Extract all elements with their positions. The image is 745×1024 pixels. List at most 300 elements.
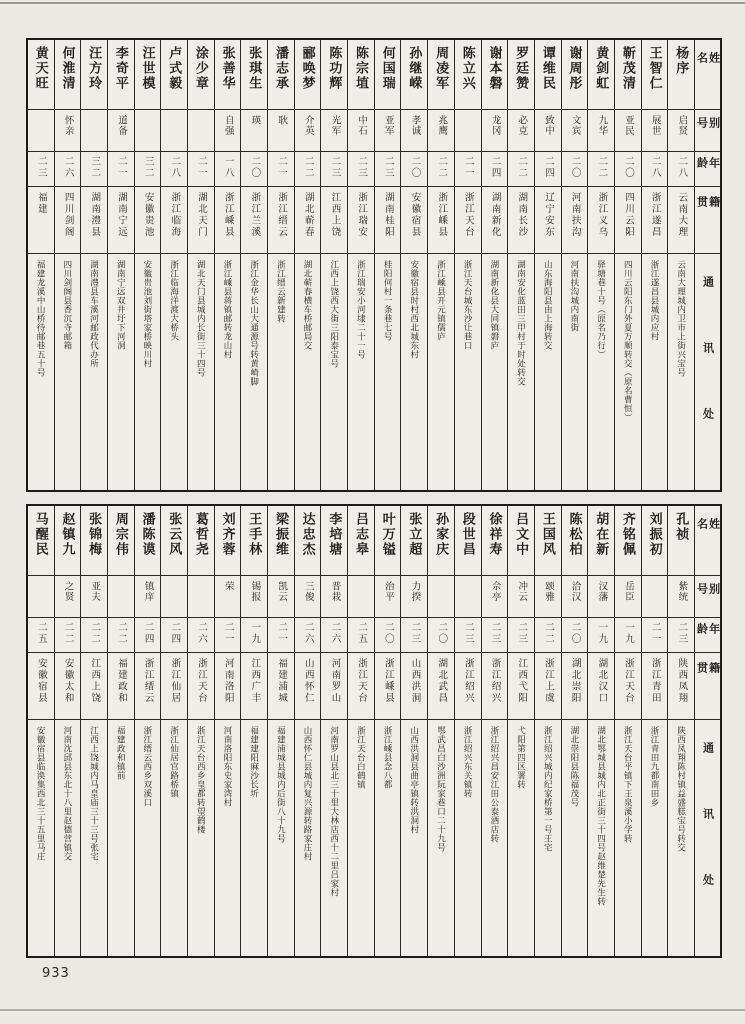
label-age-text: 年龄 [695,157,720,174]
person-name [562,506,588,576]
person-age [108,618,134,653]
person-address [161,254,187,490]
person-origin-text: 湖北崇阳 [569,658,580,704]
person-origin-text: 浙江上虞 [542,658,553,704]
person-origin [428,653,454,720]
person-alias [215,110,241,152]
person-address [668,254,694,490]
person-alias [535,576,561,618]
person-name [615,40,641,110]
person-address-text: 四川剑阁县香沉寺邮箱 [62,260,73,350]
person-column [240,506,267,956]
person-alias-text: 道备 [115,115,126,136]
person-address-text: 云南大理城内卫市上街兴宝号 [676,260,687,377]
person-column [54,40,81,490]
person-alias-text: 亚夫 [89,581,100,602]
person-name [268,40,294,110]
person-address-text: 浙江天台城东沙让巷口 [463,260,474,350]
person-age [241,152,267,187]
person-age [135,152,161,187]
person-age-text: 二二 [436,156,447,179]
person-age-text: 三二 [142,156,153,179]
person-alias-text: 汉藩 [596,581,607,602]
person-origin-text: 山西洪洞 [409,658,420,704]
person-address-text: 山西洪洞县曲亭镇转洪洞村 [409,726,420,834]
person-address [188,254,214,490]
person-origin [615,187,641,254]
person-alias-text: 三俊 [302,581,313,602]
person-alias [562,576,588,618]
person-name [295,506,321,576]
person-column [320,40,347,490]
person-age [215,618,241,653]
person-alias-text: 光军 [329,115,340,136]
person-age [588,152,614,187]
label-name [695,506,720,576]
person-address-text: 浙江嵊县念八都 [383,726,394,789]
person-name [482,506,508,576]
person-age [321,152,347,187]
person-column [427,40,454,490]
person-name [135,40,161,110]
person-alias [668,110,694,152]
person-name [401,506,427,576]
person-origin-text: 湖北汉口 [596,658,607,704]
person-alias-text: 亚军 [382,115,393,136]
person-name-text: 葛哲尧 [193,512,209,557]
person-origin [135,653,161,720]
person-alias [348,110,374,152]
person-address [348,720,374,956]
person-origin-text: 江西弋阳 [516,658,527,704]
person-age [215,152,241,187]
person-alias-text: 凯云 [276,581,287,602]
label-age-text: 年龄 [695,623,720,640]
person-origin-text: 江西上饶 [89,658,100,704]
person-origin-text: 湖南新化 [489,192,500,238]
person-alias [215,576,241,618]
person-address [535,720,561,956]
person-alias [295,576,321,618]
person-address-text: 湖南澧县车溪河邮政代办所 [89,260,100,368]
person-name-text: 陈立兴 [460,46,476,91]
person-age-text: 二八 [649,156,660,179]
person-origin-text: 安徽贵池 [142,192,153,238]
person-origin [482,187,508,254]
person-alias [161,576,187,618]
person-alias [375,110,401,152]
person-origin-text: 浙江天台 [462,192,473,238]
person-name-text: 孙家庆 [434,512,450,557]
person-name-text: 达忠杰 [300,512,316,557]
person-address [428,720,454,956]
person-column [160,506,187,956]
person-age-text: 二四 [489,156,500,179]
person-alias [455,576,481,618]
person-name [535,506,561,576]
person-age-text: 二二 [542,622,553,645]
person-address-text: 河南罗山县北三十里大林店西十二里吕家村 [329,726,340,897]
person-address [81,720,107,956]
person-alias [28,576,54,618]
person-address [562,254,588,490]
person-alias [81,576,107,618]
person-address-text: 江西上饶城内马皇庙三十三号张宅 [89,726,100,861]
person-name [188,40,214,110]
person-alias-text: 必克 [516,115,527,136]
person-address-text: 江西上饶西大街三阳泰宝号 [329,260,340,368]
person-origin [401,187,427,254]
person-origin-text: 四川剑阁 [62,192,73,238]
person-age [348,152,374,187]
person-age [28,618,54,653]
person-age [108,152,134,187]
person-name-text: 陈宗埴 [354,46,370,91]
person-name-text: 李奇平 [113,46,129,91]
person-age [428,152,454,187]
label-alias-text: 别号 [695,583,720,604]
person-origin-text: 浙江天台 [356,658,367,704]
person-name-text: 胡在新 [594,512,610,557]
person-origin [642,187,668,254]
person-address [268,720,294,956]
person-name-text: 王国风 [540,512,556,557]
person-age-text: 二四 [142,622,153,645]
label-address [695,720,720,956]
person-alias-text: 兆鹰 [436,115,447,136]
person-origin [108,653,134,720]
person-age-text: 二二 [115,622,126,645]
person-alias-text: 佘亭 [489,581,500,602]
person-origin-text: 浙江天台 [196,658,206,704]
person-address [81,254,107,490]
person-origin-text: 湖南长沙 [516,192,527,238]
person-alias-text: 之贤 [62,581,73,602]
person-age-text: 二六 [329,622,340,645]
person-origin [215,653,241,720]
person-alias [401,576,427,618]
person-alias-text: 锡报 [249,581,260,602]
person-name [348,506,374,576]
person-column [614,506,641,956]
person-address-text: 福建浦城县城内后街八十九号 [276,726,287,843]
label-name-text: 姓名 [695,518,720,553]
person-address [215,720,241,956]
person-age [482,618,508,653]
person-age-text: 二〇 [436,622,447,645]
person-name [401,40,427,110]
person-alias [295,110,321,152]
person-address-text: 浙江临海洋渡大桥头 [169,260,180,341]
person-address-text: 弋阳第四区署转 [516,726,527,789]
person-column [80,40,107,490]
person-name-text: 张琪生 [247,46,263,91]
person-column [481,40,508,490]
person-alias [535,110,561,152]
person-address-text: 湖南安化蓝田三甲村于时处转交 [516,260,527,386]
person-origin [668,653,694,720]
person-column [267,506,294,956]
person-age [295,152,321,187]
person-address [375,720,401,956]
person-name-text: 靳茂清 [620,46,636,91]
person-age [615,152,641,187]
person-alias [268,110,294,152]
person-name-text: 卢式毅 [167,46,183,91]
person-alias [321,576,347,618]
person-address [562,720,588,956]
person-age [401,152,427,187]
person-name-text: 汪世模 [140,46,156,91]
person-address-text: 福建龙溪中山桥待邮巷五十号 [36,260,47,377]
row-labels-column [694,506,720,956]
person-origin [401,653,427,720]
person-age [375,618,401,653]
person-alias [642,576,668,618]
person-alias-text: 瑛 [249,115,260,126]
person-alias [348,576,374,618]
person-name-text: 梁振维 [273,512,289,557]
person-origin-text: 江西广丰 [249,658,260,704]
person-name [375,40,401,110]
person-alias-text: 镇庠 [142,581,153,602]
person-address-text: 山西怀仁县城内复兴源转路家庄村 [303,726,314,861]
person-address-text: 安徽贵池刘街塔家桥映川村 [142,260,153,368]
person-name-text: 孙继嵘 [407,46,423,91]
person-age-text: 二一 [276,622,287,645]
person-name [295,40,321,110]
person-age-text: 二八 [676,156,687,179]
person-address-text: 桂阳何村一条巷七号 [383,260,394,341]
person-address [588,720,614,956]
person-column [107,40,134,490]
person-name [241,506,267,576]
person-origin-text: 浙江缙云 [142,658,153,704]
person-column [107,506,134,956]
person-name [55,506,81,576]
person-alias-text: 启贤 [676,115,687,136]
person-column [214,40,241,490]
person-origin-text: 安徽宿县 [409,192,420,238]
person-column [641,506,668,956]
person-alias [642,110,668,152]
person-alias [428,110,454,152]
person-column [427,506,454,956]
directory-table-bottom [26,504,722,958]
person-name [642,40,668,110]
person-alias [241,576,267,618]
person-address-text: 浙江天台西乡皇都转望鹤楼 [196,726,207,834]
person-alias-text: 介英 [302,115,313,136]
person-origin-text: 河南洛阳 [222,658,233,704]
label-alias [695,110,720,152]
person-address [135,720,161,956]
person-address [455,254,481,490]
person-name [508,506,534,576]
person-name [28,40,54,110]
person-origin [535,653,561,720]
person-address [161,720,187,956]
person-address [295,720,321,956]
person-origin-text: 湖北武昌 [436,658,447,704]
person-address-text: 驿塘巷十号（原名乃行） [596,260,607,359]
person-origin-text: 浙江嵊县 [436,192,447,238]
person-age [428,618,454,653]
person-name [615,506,641,576]
person-alias-text: 紫统 [676,581,687,602]
person-name-text: 潘志承 [273,46,289,91]
person-address-text: 湖北天门县城内长街三十四号 [196,260,207,377]
person-alias-text: 怀亲 [62,115,73,136]
person-name [215,40,241,110]
person-address-text: 浙江绍兴昌安江田公泰酒店转 [489,726,500,843]
person-name-text: 张云风 [167,512,183,557]
person-origin-text: 浙江瑞安 [356,192,367,238]
person-address-text: 湖北蕲春横车桥邮局交 [303,260,314,350]
person-age-text: 二一 [276,156,287,179]
person-name [455,40,481,110]
person-address [28,720,54,956]
person-name [508,40,534,110]
person-column [507,40,534,490]
person-origin [668,187,694,254]
person-name [642,506,668,576]
person-name [562,40,588,110]
person-age-text: 二三 [382,156,393,179]
person-address-text: 山东海阳县由上海转交 [543,260,554,350]
person-address-text: 安徽宿县临涣集西北三十五里马庄 [36,726,47,861]
person-origin [55,187,81,254]
person-origin-text: 云南大理 [676,192,687,238]
person-name-text: 谢周彤 [567,46,583,91]
person-column [481,506,508,956]
person-alias [508,576,534,618]
person-age [321,618,347,653]
person-alias [428,576,454,618]
person-name-text: 张锦梅 [87,512,103,557]
person-alias [588,110,614,152]
person-origin [268,187,294,254]
person-origin [482,653,508,720]
person-column [80,506,107,956]
person-name [55,40,81,110]
person-alias-text: 冲云 [516,581,527,602]
person-age [348,618,374,653]
person-name [108,40,134,110]
person-age [508,618,534,653]
person-address-text: 浙江绍兴东关镇转 [463,726,474,798]
person-age [268,152,294,187]
person-age-text: 二二 [596,156,607,179]
person-alias-text: 普栽 [329,581,340,602]
label-origin [695,653,720,720]
person-name [588,40,614,110]
person-age [188,152,214,187]
person-address [375,254,401,490]
person-name-text: 叶万镒 [380,512,396,557]
person-name [28,506,54,576]
person-name-text: 段世昌 [460,512,476,557]
person-name-text: 刘齐蓉 [220,512,236,557]
person-alias [135,110,161,152]
person-origin-text: 安徽太和 [62,658,73,704]
person-age [28,152,54,187]
person-age [535,618,561,653]
person-age [55,152,81,187]
person-alias [482,576,508,618]
person-name [455,506,481,576]
person-name [482,40,508,110]
person-name-text: 谢本磐 [487,46,503,91]
person-origin-text: 浙江天台 [623,658,633,704]
person-age-text: 二一 [196,156,206,179]
person-name-text: 涂少章 [193,46,209,91]
person-age [642,618,668,653]
person-address [401,720,427,956]
person-alias-text: 致中 [542,115,553,136]
person-address-text: 湖北崇阳县陈福茂号 [569,726,580,807]
person-age-text: 一九 [596,622,607,645]
person-age-text: 二五 [35,622,46,645]
label-age [695,152,720,187]
person-age [615,618,641,653]
person-alias [81,110,107,152]
person-address [642,254,668,490]
person-alias-text: 展世 [649,115,660,136]
person-column [561,40,588,490]
person-age [295,618,321,653]
person-age [188,618,214,653]
person-origin-text: 河南罗山 [329,658,340,704]
person-name [215,506,241,576]
person-origin [295,187,321,254]
person-address [55,720,81,956]
person-address [28,254,54,490]
person-name-text: 黄天旺 [33,46,49,91]
person-address-text: 福建政和镇前 [116,726,127,780]
person-name [268,506,294,576]
label-name [695,40,720,110]
person-origin-text: 福建政和 [115,658,126,704]
person-name-text: 徐祥寿 [487,512,503,557]
person-column [587,40,614,490]
label-alias [695,576,720,618]
person-name-text: 赵镇九 [60,512,76,557]
person-alias [161,110,187,152]
person-column [134,40,161,490]
person-origin [108,187,134,254]
person-origin [161,187,187,254]
person-column [240,40,267,490]
person-address [455,720,481,956]
person-origin [28,653,54,720]
person-origin [81,187,107,254]
person-origin [348,653,374,720]
person-alias [268,576,294,618]
directory-table-top [26,38,722,492]
person-column [294,40,321,490]
person-name [428,506,454,576]
person-age-text: 二〇 [569,622,580,645]
person-column [534,40,561,490]
label-address-text: 通讯处 [701,742,714,940]
person-age-text: 一八 [222,156,233,179]
person-origin [375,653,401,720]
person-origin [348,187,374,254]
person-age-text: 二四 [169,622,180,645]
person-address-text: 湖南宁远双井圩下河洞 [116,260,127,350]
person-age-text: 二一 [462,156,473,179]
